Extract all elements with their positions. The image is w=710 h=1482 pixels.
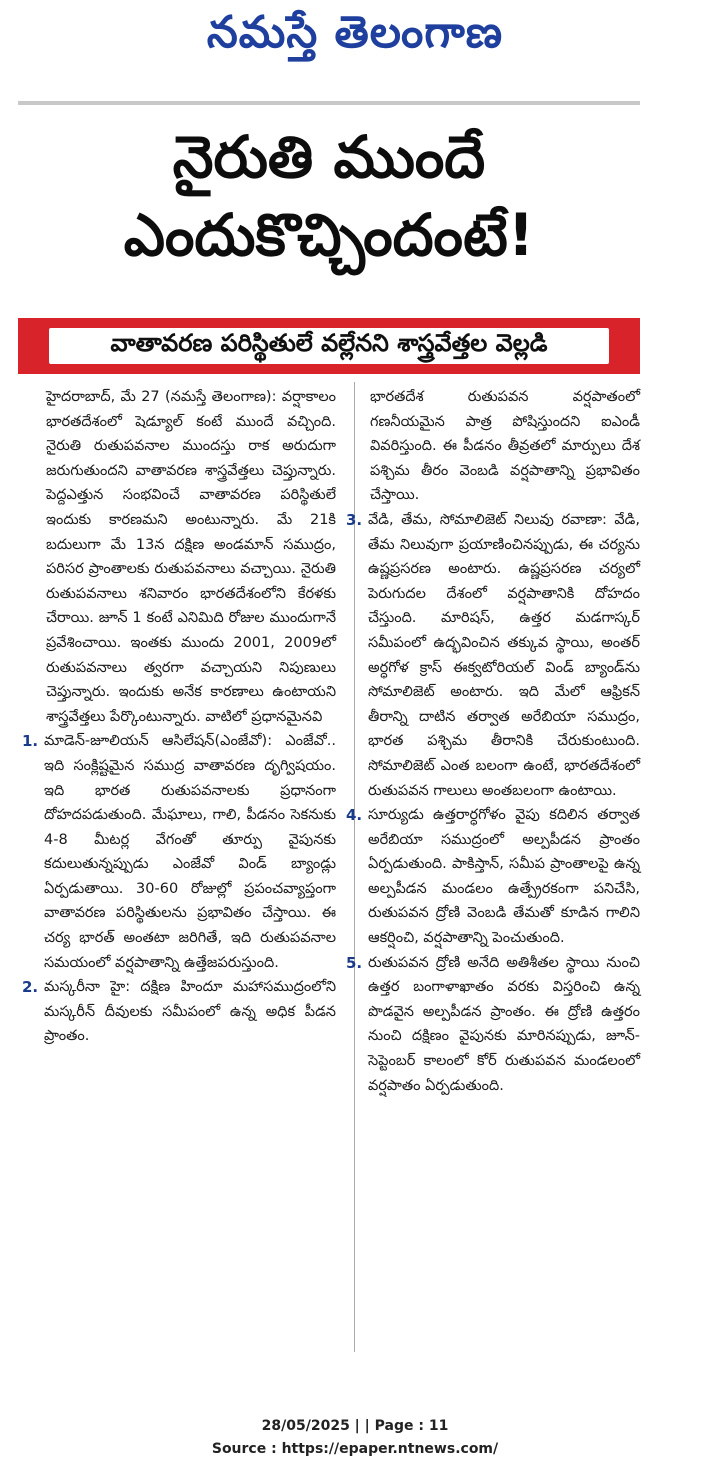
list-number-2: 2.: [22, 978, 39, 997]
list-number-4: 4.: [346, 806, 363, 825]
list-item-4: [346, 803, 640, 951]
list-text-4: సూర్యుడు ఉత్తరార్ధగోళం వైపు కదిలిన తర్వాత అరేబియా సముద్రంలో అల్పపీడన ప్రాంతం ఏర్పడుతుంది. పాకిస్తాన్, సమీప ప్రాంతాలపై ఉన్న అల్పపీడన మండలం ఉత్ప్రేరకంగా పనిచేసి, రుతుపవన ద్రోణి వెంబడి తేమతో కూడిన గాలిని ఆకర్షించి, వర్షపాతాన్ని పెంచుతుంది.: [368, 807, 640, 947]
list-number-3: 3.: [346, 510, 363, 529]
article-intro: హైదరాబాద్, మే 27 (నమస్తే తెలంగాణ): వర్షాకాలం భారతదేశంలో షెడ్యూల్ కంటే ముందే వచ్చింది. నైరుతి రుతుపవనాల ముందస్తు రాక అరుదుగా జరుగుతుందని వాతావరణ శాస్త్రవేత్తలు చెప్తున్నారు. పెద్దఎత్తున సంభవించే వాతావరణ పరిస్థితులే ఇందుకు కారణమని అంటున్నారు. మే 21కి బదులుగా మే 13న దక్షిణ అండమాన్ సముద్రం, పరిసర ప్రాంతాలకు రుతుపవనాలు వచ్చాయి. నైరుతి రుతుపవనాలు శనివారం భారతదేశంలోని కేరళకు చేరాయి. జూన్ 1 కంటే ఎనిమిది రోజుల ముందుగానే ప్రవేశించాయి. ఇంతకు ముందు 2001, 2009లో రుతుపవనాలు త్వరగా వచ్చాయని నిపుణులు చెప్తున్నారు. ఇందుకు అనేక కారణాలు ఉంటాయని శాస్త్రవేత్తలు పేర్కొంటున్నారు. వాటిలో ప్రధానమైనవి: [46, 389, 336, 725]
masthead-logo: [150, 8, 560, 68]
list-text-1: మాడెన్-జూలియన్ ఆసిలేషన్(ఎంజేవో): ఎంజేవో.. ఇది సంక్లిష్టమైన సముద్ర వాతావరణ దృగ్విషయం. ఇది భారత రుతుపవనాలకు ప్రధానంగా దోహదపడుతుంది. మేఘాలు, గాలి, పీడనం సెకనుకు 4-8 మీటర్ల వేగంతో తూర్పు వైపునకు కదులుతున్నప్పుడు ఎంజేవో విండ్ బ్యాండ్లు ఏర్పడుతాయి. 30-60 రోజుల్లో ప్రపంచవ్యాప్తంగా వాతావరణ పరిస్థితులను ప్రభావితం చేస్తాయి. ఈ చర్య భారత్ అంతటా జరిగితే, ఇది రుతుపవనాల సమయంలో వర్షపాతాన్ని ఉత్తేజపరుస్తుంది.: [44, 733, 336, 971]
article-continuation: భారతదేశ రుతుపవన వర్షపాతంలో గణనీయమైన పాత్ర పోషిస్తుందని ఐఎండీ వివరిస్తుంది. ఈ పీడనం తీవ్రతలో మార్పులు దేశ పశ్చిమ తీరం వెంబడి వర్షపాతాన్ని ప్రభావితం చేస్తాయి.: [370, 389, 640, 504]
list-text-3: వేడి, తేమ, సోమాలిజెట్ నిలువు రవాణా: వేడి, తేమ నిలువుగా ప్రయాణించినప్పుడు, ఈ చర్యను ఉష్ణప్రసరణ అంటారు. ఉష్ణప్రసరణ చర్యలో పెరుగుదల దేశంలో వర్షపాతానికి దోహదం చేస్తుంది. మారిషస్, ఉత్తర మడగాస్కర్ సమీపంలో ఉద్భవించిన తక్కువ స్థాయి, అంతర్ అర్ధగోళ క్రాస్ ఈక్వటోరియల్ విండ్ బ్యాండ్‌ను సోమాలిజెట్ అంటారు. ఇది మేలో ఆఫ్రికన్ తీరాన్ని దాటిన తర్వాత అరేబియా సముద్రం, భారత పశ్చిమ తీరానికి చేరుకుంటుంది. సోమాలిజెట్ ఎంత బలంగా ఉంటే, భారతదేశంలో రుతుపవన గాలులు అంతబలంగా ఉంటాయి.: [368, 511, 640, 799]
list-item-3: [346, 508, 640, 803]
subheadline-text: వాతావరణ పరిస్థితులే వల్లేనని శాస్త్రవేత్తల వెల్లడి: [110, 329, 548, 357]
headline-line-2: ఎందుకొచ్చిందంటే!: [123, 201, 535, 269]
headline: [18, 118, 640, 274]
masthead-title: నమస్తే తెలంగాణ: [206, 7, 504, 58]
article-column-right: [346, 385, 640, 1098]
list-item-2: [22, 975, 336, 1049]
list-item-1: [22, 729, 336, 975]
footer-date-page: 28/05/2025 | | Page : 11: [261, 1418, 449, 1434]
list-number-5: 5.: [346, 953, 363, 972]
list-number-1: 1.: [22, 732, 39, 751]
subheadline-banner: [18, 318, 640, 374]
list-text-5: రుతుపవన ద్రోణి అనేది అతిశీతల స్థాయి నుంచి ఉత్తర బంగాళాఖాతం వరకు విస్తరించి ఉన్న పొడవైన అల్పపీడన ప్రాంతం. ఈ ద్రోణి ఉత్తరం నుంచి దక్షిణం వైపునకు మారినప్పుడు, జూన్-సెప్టెంబర్ కాలంలో కోర్ రుతుపవన మండలంలో వర్షపాతం ఏర్పడుతుంది.: [368, 954, 640, 1094]
subheadline-box: [49, 328, 609, 364]
top-rule: [18, 101, 640, 105]
list-text-2: మస్కరీనా హై: దక్షిణ హిందూ మహాసముద్రంలోని మస్కరీన్ దీవులకు సమీపంలో ఉన్న అధిక పీడన ప్రాంతం.: [44, 979, 336, 1045]
footer-source: Source : https://epaper.ntnews.com/: [211, 1441, 499, 1457]
headline-line-1: నైరుతి ముందే: [172, 123, 486, 191]
list-item-5: [346, 951, 640, 1099]
article-column-left: [22, 385, 336, 1049]
